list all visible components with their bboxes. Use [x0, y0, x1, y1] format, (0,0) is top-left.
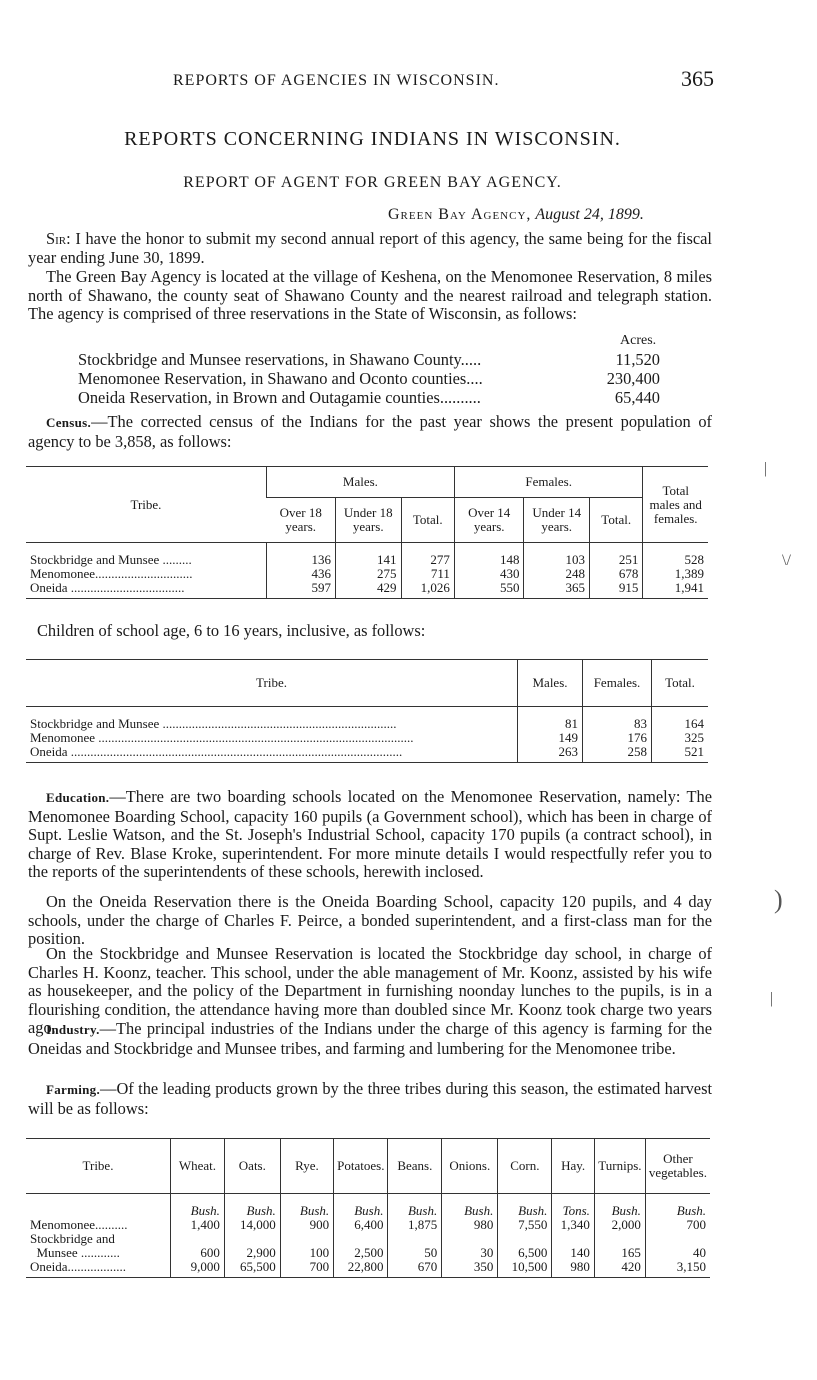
cell: 141 — [335, 553, 401, 567]
cell: 429 — [335, 581, 401, 599]
table-row — [26, 1218, 710, 1232]
cell: 149 — [518, 731, 583, 745]
school-age-table — [26, 659, 708, 763]
acres-value: 230,400 — [606, 369, 660, 388]
col-females: Females. — [583, 660, 652, 707]
cell: 251 — [589, 553, 642, 567]
cell: 700 — [280, 1260, 333, 1278]
cell: 176 — [583, 731, 652, 745]
cell: 915 — [589, 581, 642, 599]
cell: 103 — [524, 553, 590, 567]
main-title: REPORTS CONCERNING INDIANS IN WISCONSIN. — [124, 128, 621, 150]
table-row — [26, 1232, 710, 1246]
table-row — [26, 717, 708, 731]
acres-row — [78, 350, 660, 370]
col-males-total: Total. — [401, 498, 454, 543]
unit-cell: Bush. — [170, 1204, 224, 1218]
cell: 136 — [266, 553, 335, 567]
unit-cell: Bush. — [224, 1204, 280, 1218]
cell: 40 — [645, 1246, 710, 1260]
census-label: Census. — [46, 415, 92, 430]
acres-value: 65,440 — [614, 388, 660, 407]
acres-heading: Acres. — [620, 333, 657, 348]
col-beans: Beans. — [388, 1139, 442, 1194]
cell: 600 — [170, 1246, 224, 1260]
acres-label: Menomonee Reservation, in Shawano and Oconto counties.... — [78, 369, 483, 388]
intro-paragraph — [28, 230, 712, 267]
farming-label: Farming. — [46, 1082, 101, 1097]
col-wheat: Wheat. — [170, 1139, 224, 1194]
margin-mark: | — [770, 990, 774, 1007]
census-paragraph — [28, 413, 712, 451]
cell: 165 — [594, 1246, 645, 1260]
census-text: —The corrected census of the Indians for the past year shows the present population of agency to be 3,858, as follows: — [28, 412, 712, 451]
cell: 30 — [442, 1246, 498, 1260]
unit-cell: Bush. — [594, 1204, 645, 1218]
cell: 1,340 — [552, 1218, 595, 1232]
acres-row — [78, 369, 660, 389]
acres-label: Oneida Reservation, in Brown and Outagamie counties.......... — [78, 388, 481, 407]
col-grand-total: Total males and females. — [643, 467, 708, 543]
table-row — [26, 731, 708, 745]
dateline — [388, 206, 644, 224]
industry-paragraph — [28, 1020, 712, 1058]
cell: 7,550 — [498, 1218, 552, 1232]
table-row — [26, 581, 708, 599]
col-females-total: Total. — [589, 498, 642, 543]
education-label: Education. — [46, 790, 110, 805]
table-row — [26, 745, 708, 763]
col-potatoes: Potatoes. — [334, 1139, 388, 1194]
school-age-intro: Children of school age, 6 to 16 years, inclusive, as follows: — [37, 621, 426, 640]
cell: Stockbridge and Munsee ........................................................................ — [30, 717, 397, 731]
cell: 1,026 — [401, 581, 454, 599]
margin-mark: \/ — [782, 552, 791, 569]
sub-title: REPORT OF AGENT FOR GREEN BAY AGENCY. — [183, 174, 562, 191]
cell: 350 — [442, 1260, 498, 1278]
industry-label: Industry. — [46, 1022, 100, 1037]
col-tribe: Tribe. — [26, 467, 266, 543]
col-turnips: Turnips. — [594, 1139, 645, 1194]
cell: Stockbridge and — [30, 1231, 115, 1246]
col-males: Males. — [518, 660, 583, 707]
cell: 277 — [401, 553, 454, 567]
cell: 81 — [518, 717, 583, 731]
cell: 900 — [280, 1218, 333, 1232]
cell: 436 — [266, 567, 335, 581]
cell: Menomonee.............................. — [30, 566, 193, 581]
cell: 521 — [652, 745, 709, 763]
cell: 430 — [454, 567, 524, 581]
cell: 365 — [524, 581, 590, 599]
cell: 65,500 — [224, 1260, 280, 1278]
unit-cell: Bush. — [280, 1204, 333, 1218]
margin-bracket: ) — [774, 885, 783, 914]
cell: 148 — [454, 553, 524, 567]
col-oats: Oats. — [224, 1139, 280, 1194]
cell: Oneida ................................... — [26, 581, 266, 599]
cell: 700 — [645, 1218, 710, 1232]
cell: 50 — [388, 1246, 442, 1260]
cell: Oneida.................. — [26, 1260, 170, 1278]
cell: 670 — [388, 1260, 442, 1278]
cell: 275 — [335, 567, 401, 581]
intro-text: I have the honor to submit my second annual report of this agency, the same being for the fiscal year ending June 30, 1899. — [28, 229, 712, 267]
margin-mark: | — [764, 460, 768, 477]
table-row — [26, 1246, 710, 1260]
col-males: Males. — [266, 467, 454, 498]
col-corn: Corn. — [498, 1139, 552, 1194]
acres-row — [78, 388, 660, 408]
cell: 2,000 — [594, 1218, 645, 1232]
cell: 164 — [652, 717, 709, 731]
cell: 6,400 — [334, 1218, 388, 1232]
cell: 678 — [589, 567, 642, 581]
farming-text: —Of the leading products grown by the three tribes during this season, the estimated harvest will be as follows: — [28, 1079, 712, 1118]
col-tribe: Tribe. — [26, 1139, 170, 1194]
unit-cell: Bush. — [498, 1204, 552, 1218]
census-table — [26, 466, 708, 599]
cell: 550 — [454, 581, 524, 599]
cell: 140 — [552, 1246, 595, 1260]
education-text: —There are two boarding schools located on the Menomonee Reservation, namely: The Menomonee Boarding School, capacity 160 pupils (a Government school), which has been in charge of Supt. Leslie Watson, and the St. Joseph's Industrial School, capacity 170 pupils (a contract school), in charge of Rev. Blase Kroke, superintendent. For more minute details I would respectfully refer you to the reports of the superintendents of these schools, herewith inclosed. — [28, 787, 712, 882]
salutation: Sir: — [46, 229, 71, 248]
col-other-vegetables: Other vegetables. — [645, 1139, 710, 1194]
cell: 2,900 — [224, 1246, 280, 1260]
farming-table — [26, 1138, 710, 1278]
page-number: 365 — [681, 66, 714, 91]
dateline-place: Green Bay Agency, — [388, 206, 532, 223]
cell: 258 — [583, 745, 652, 763]
acres-value: 11,520 — [615, 350, 660, 369]
col-total: Total. — [652, 660, 709, 707]
col-rye: Rye. — [280, 1139, 333, 1194]
cell: 22,800 — [334, 1260, 388, 1278]
table-row — [26, 1260, 710, 1278]
cell: 1,875 — [388, 1218, 442, 1232]
cell: 248 — [524, 567, 590, 581]
cell: 980 — [442, 1218, 498, 1232]
cell: Menomonee ................................................................................................. — [30, 731, 414, 745]
col-females: Females. — [454, 467, 642, 498]
cell — [26, 1204, 170, 1218]
acres-label: Stockbridge and Munsee reservations, in Shawano County..... — [78, 350, 482, 369]
cell: 1,400 — [170, 1218, 224, 1232]
running-head-title: REPORTS OF AGENCIES IN WISCONSIN. — [173, 72, 500, 89]
col-under14: Under 14 years. — [524, 498, 590, 543]
table-row — [26, 553, 708, 567]
table-row — [26, 567, 708, 581]
units-row — [26, 1204, 710, 1218]
unit-cell: Bush. — [388, 1204, 442, 1218]
col-onions: Onions. — [442, 1139, 498, 1194]
cell: 597 — [266, 581, 335, 599]
col-tribe: Tribe. — [26, 660, 518, 707]
cell: Stockbridge and Munsee ......... — [30, 552, 192, 567]
farming-paragraph — [28, 1080, 712, 1118]
stockbridge-paragraph: On the Stockbridge and Munsee Reservation is located the Stockbridge day school, in charge of Charles H. Koonz, teacher. This school, under the able management of Mr. Koonz, assisted by his wife as housekeeper, and the policy of the Department in furnishing noonday lunches to the pupils, is in a flourishing condition, the attendance having more than doubled since Mr. Koonz took charge two years ago. — [28, 944, 712, 1038]
col-over14: Over 14 years. — [454, 498, 524, 543]
cell: 1,389 — [643, 567, 708, 581]
cell: 528 — [643, 553, 708, 567]
cell: 980 — [552, 1260, 595, 1278]
industry-text: —The principal industries of the Indians under the charge of this agency is farming for the Oneidas and Stockbridge and Munsee tribes, and farming and lumbering for the Menomonee tribe. — [28, 1019, 712, 1058]
location-paragraph: The Green Bay Agency is located at the village of Keshena, on the Menomonee Reservation, 8 miles north of Shawano, the county seat of Shawano County and the nearest railroad and telegraph station. The agency is comprised of three reservations in the State of Wisconsin, as follows: — [28, 267, 712, 324]
unit-cell: Bush. — [645, 1204, 710, 1218]
cell: 325 — [652, 731, 709, 745]
cell: 1,941 — [643, 581, 708, 599]
oneida-paragraph: On the Oneida Reservation there is the Oneida Boarding School, capacity 120 pupils, and 4 day schools, under the charge of Charles F. Peirce, a bonded superintendent, and a first-class man for the position. — [28, 892, 712, 949]
cell: 2,500 — [334, 1246, 388, 1260]
cell: 100 — [280, 1246, 333, 1260]
col-hay: Hay. — [552, 1139, 595, 1194]
cell: 14,000 — [224, 1218, 280, 1232]
cell: 6,500 — [498, 1246, 552, 1260]
cell: 83 — [583, 717, 652, 731]
unit-cell: Tons. — [552, 1204, 595, 1218]
unit-cell: Bush. — [442, 1204, 498, 1218]
education-paragraph — [28, 788, 712, 882]
cell: 420 — [594, 1260, 645, 1278]
cell: Munsee ............ — [30, 1245, 120, 1260]
unit-cell: Bush. — [334, 1204, 388, 1218]
cell: Oneida ...................................................................................................... — [26, 745, 518, 763]
dateline-date: August 24, 1899. — [535, 206, 644, 223]
cell: 9,000 — [170, 1260, 224, 1278]
cell: 3,150 — [645, 1260, 710, 1278]
cell: 711 — [401, 567, 454, 581]
cell: Menomonee.......... — [30, 1217, 128, 1232]
cell: 263 — [518, 745, 583, 763]
col-over18: Over 18 years. — [266, 498, 335, 543]
col-under18: Under 18 years. — [335, 498, 401, 543]
cell: 10,500 — [498, 1260, 552, 1278]
